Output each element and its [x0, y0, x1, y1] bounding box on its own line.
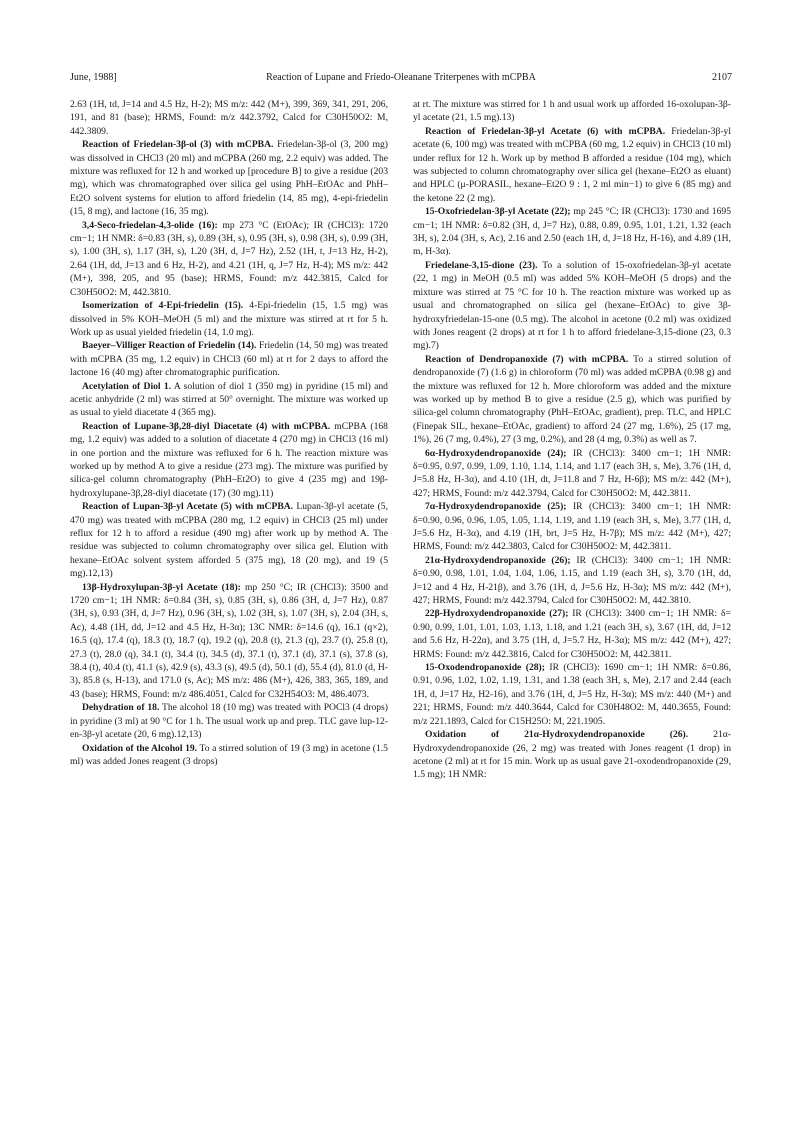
paragraph	[70, 380, 388, 420]
paragraph-text: at rt. The mixture was stirred for 1 h and usual work up afforded 16-oxolupan-3β-yl acetate (21, 1.5 mg).13)	[413, 99, 731, 124]
paragraph	[70, 420, 388, 500]
paragraph-text: 21α-Hydroxydendropanoxide (26, 2 mg) was treated with Jones reagent (1 drop) in acetone (2 ml) at rt for 15 min. Work up as usual gave 21-oxodendropanoxide (29, 1.5 mg); 1H NMR:	[413, 729, 731, 781]
paragraph-heading: Reaction of Friedelan-3β-yl Acetate (6) with mCPBA.	[425, 125, 666, 137]
paragraph	[413, 98, 731, 125]
paragraph-heading: Reaction of Dendropanoxide (7) with mCPBA.	[425, 353, 629, 365]
paragraph-heading: 13β-Hydroxylupan-3β-yl Acetate (18):	[82, 581, 241, 593]
paragraph-text: 4-Epi-friedelin (15, 1.5 mg) was dissolved in 5% KOH–MeOH (5 ml) and the mixture was stirred at rt for 5 h. Work up as usual yielded friedelin (14, 1.0 mg).	[70, 300, 388, 338]
paragraph	[413, 205, 731, 259]
paragraph-heading: 15-Oxodendropanoxide (28);	[425, 662, 545, 674]
journal-date: June, 1988]	[70, 72, 117, 83]
paragraph	[70, 701, 388, 741]
paragraph	[413, 607, 731, 661]
paragraph-heading: 15-Oxofriedelan-3β-yl Acetate (22);	[425, 206, 571, 218]
paragraph-text: mp 273 °C (EtOAc); IR (CHCl3): 1720 cm−1; 1H NMR: δ=0.83 (3H, s), 0.89 (3H, s), 0.95 (3H, s), 0.98 (3H, s), 0.99 (3H, s), 1.00 (3H, s), 1.17 (3H, s), 1.20 (3H, d, J=7 Hz), 2.52 (1H, t, J=13 Hz, H-2), 2.64 (1H, dd, J=13 and 6 Hz, H-2), and 4.21 (1H, q, J=7 Hz, H-4); MS m/z: 442 (M+), 398, 205, and 95 (base); HRMS, Found: m/z 442.3815, Calcd for C30H50O2: M, 442.3810.	[70, 219, 389, 298]
paragraph-text: The alcohol 18 (10 mg) was treated with POCl3 (4 drops) in pyridine (3 ml) at 90 °C for 1 h. The usual work up and prep. TLC gave lup-12-en-3β-yl acetate (20, 6 mg).12,13)	[70, 702, 388, 741]
paragraph	[413, 125, 731, 205]
paragraph-text: Friedelan-3β-yl acetate (6, 100 mg) was treated with mCPBA (60 mg, 1.2 equiv) in CHCl3 (10 ml) under reflux for 12 h. Work up by method B afforded a residue (104 mg), which was subjected to column chromatography over silica gel (hexane–Et2O as eluant) and HPLC (μ-PORASIL, hexane–Et2O 9 : 1, 2 ml min−1) to give 6 (85 mg) and the ketone 22 (2 mg).	[413, 125, 731, 204]
paragraph-heading: 7α-Hydroxydendropanoxide (25);	[425, 501, 567, 513]
page-header	[70, 72, 732, 88]
paragraph	[70, 500, 388, 580]
paragraph-heading: Friedelane-3,15-dione (23).	[425, 259, 538, 271]
page-number: 2107	[712, 72, 732, 83]
running-title: Reaction of Lupane and Friedo-Oleanane Triterpenes with mCPBA	[266, 72, 536, 83]
paragraph	[70, 339, 388, 379]
paragraph-text: mp 245 °C; IR (CHCl3): 1730 and 1695 cm−1; 1H NMR: δ=0.82 (3H, d, J=7 Hz), 0.88, 0.89, 0.95, 1.01, 1.21, 1.32 (each 3H, s), 2.04 (3H, s, Ac), 2.16 and 2.50 (each 1H, d, J=18 Hz, H-16), and 4.89 (1H, m, H-3α).	[413, 206, 731, 258]
paragraph-heading: 21α-Hydroxydendropanoxide (26);	[425, 554, 571, 566]
paragraph-text: To a stirred solution of 19 (3 mg) in acetone (1.5 ml) was added Jones reagent (3 drops)	[70, 742, 388, 767]
paragraph	[70, 742, 388, 769]
paragraph	[413, 554, 731, 608]
paragraph-text: Friedelin (14, 50 mg) was treated with mCPBA (35 mg, 1.2 equiv) in CHCl3 (60 ml) at rt for 2 days to afford the lactone 16 (40 mg) after chromatographic purification.	[70, 340, 388, 379]
paragraph	[70, 219, 388, 299]
paragraph-text: To a stirred solution of dendropanoxide (7) (1.6 g) in chloroform (70 ml) was added mCPBA (0.98 g) and the mixture was refluxed for 12 h. More chloroform was added and the mixture was worked up by method B to give a residue (2.5 g), which was purified by silica-gel column chromatography (PhH–EtOAc, gradient), prep. TLC, and HPLC (Finepak SIL, hexane–EtOAc, gradient) to afford 24 (27 mg, 1.6%), 25 (17 mg, 1%), 26 (7 mg, 0.4%), 27 (3 mg, 0.2%), and 28 (4 mg, 0.3%) as well as 7.	[413, 353, 731, 446]
paragraph-text: mCPBA (168 mg, 1.2 equiv) was added to a solution of diacetate 4 (270 mg) in CHCl3 (16 ml) in one portion and the mixture was refluxed for 6 h. The reaction mixture was worked up by method A to give a residue (273 mg). The mixture was purified by silica-gel column chromatography (PhH–Et2O) to give 4 (235 mg) and 19β-hydroxylupane-3β,28-diyl diacetate (17) (30 mg).11)	[70, 420, 388, 499]
paragraph-text: Lupan-3β-yl acetate (5, 470 mg) was treated with mCPBA (280 mg, 1.2 equiv) in CHCl3 (25 ml) under reflux for 12 h to afford a residue (490 mg) after work up by method A. The residue was subjected to column chromatography over silica gel. Elution with hexane–EtOAc solvent system afforded 5 (375 mg), 18 (20 mg), and 19 (5 mg).12,13)	[70, 501, 388, 580]
left-column	[70, 98, 388, 768]
paragraph	[70, 138, 388, 218]
paragraph-heading: Isomerization of 4-Epi-friedelin (15).	[82, 300, 244, 312]
paragraph-text: IR (CHCl3): 3400 cm−1; 1H NMR: δ=0.90, 0.98, 1.01, 1.04, 1.04, 1.06, 1.15, and 1.19 (each 3H, s), 3.70 (1H, dd, J=12 and 4 Hz, H-21β), and 3.76 (1H, d, J=5.6 Hz, H-3α); MS m/z: 442 (M+), 427; HRMS, Found: m/z 442.3794, Calcd for C30H50O2: M, 442.3810.	[413, 554, 732, 607]
paragraph	[413, 500, 731, 554]
paragraph-text: mp 250 °C; IR (CHCl3): 3500 and 1720 cm−1; 1H NMR: δ=0.84 (3H, s), 0.85 (3H, s), 0.86 (3H, d, J=7 Hz), 0.87 (3H, s), 0.93 (3H, d, J=7 Hz), 0.96 (3H, s), 1.02 (3H, s), 1.07 (3H, s), 2.04 (3H, s, Ac), 4.48 (1H, dd, J=12 and 4.5 Hz, H-3α); 13C NMR: δ=14.6 (q), 16.1 (q×2), 16.5 (q), 17.4 (q), 18.3 (t), 18.7 (q), 19.2 (q), 20.8 (t), 21.3 (q), 23.7 (t), 25.8 (t), 27.3 (t), 28.0 (q), 34.1 (t), 34.4 (t), 34.5 (d), 37.1 (t), 37.1 (d), 37.1 (s), 37.8 (s), 38.4 (t), 40.4 (t), 41.1 (s), 42.9 (s), 43.3 (s), 49.5 (d), 50.1 (d), 55.4 (d), 81.0 (d, H-3), 85.8 (s, H-13), and 171.0 (s, Ac); MS m/z: 486 (M+), 426, 383, 365, 189, and 43 (base); HRMS, Found: m/z 486.4051, Calcd for C32H54O3: M, 486.4073.	[70, 581, 389, 700]
paragraph-text: IR (CHCl3): 3400 cm−1; 1H NMR: δ=0.95, 0.97, 0.99, 1.09, 1.10, 1.14, 1.14, and 1.17 (each 3H, s, Me), 3.76 (1H, d, J=5.8 Hz, H-3α), and 4.10 (1H, dt, J=11.8 and 7 Hz, H-6β); MS m/z: 442 (M+), 427; HRMS, Found: m/z 442.3794, Calcd for C30H50O2: M, 442.3811.	[413, 447, 731, 499]
paragraph-text: IR (CHCl3): 3400 cm−1; 1H NMR: δ= 0.90, 0.99, 1.01, 1.01, 1.03, 1.13, 1.18, and 1.21 (each 3H, s), 3.67 (1H, dd, J=12 and 5.6 Hz, H-22α), and 3.75 (1H, d, J=5.7 Hz, H-3α); MS m/z: 442 (M+), 427; HRMS: Found: m/z 442.3816, Calcd for C30H50O2: M, 442.3811.	[413, 608, 731, 660]
paragraph-text: A solution of diol 1 (350 mg) in pyridine (15 ml) and acetic anhydride (2 ml) was stirred at 50° overnight. The mixture was worked up as usual to yield diacetate 4 (365 mg).	[70, 380, 388, 419]
paragraph-heading: 22β-Hydroxydendropanoxide (27);	[425, 608, 569, 620]
paragraph-text: To a solution of 15-oxofriedelan-3β-yl acetate (22, 1 mg) in MeOH (0.5 ml) was added 5% KOH–MeOH (5 drops) and the mixture was stirred at 75 °C for 10 h. The reaction mixture was worked up as usual and chromatographed on silica gel (hexane–EtOAc) to give 3β-hydroxyfriedelan-15-one (0.5 mg). The alcohol in acetone (0.2 ml) was oxidized with Jones reagent (2 drops) at rt for 1 h to afford friedelane-3,15-dione (23, 0.3 mg).7)	[413, 259, 731, 352]
paragraph-heading: Reaction of Lupane-3β,28-diyl Diacetate (4) with mCPBA.	[82, 420, 331, 432]
paragraph-heading: Reaction of Friedelan-3β-ol (3) with mCPBA.	[82, 139, 274, 151]
paragraph-heading: Oxidation of the Alcohol 19.	[82, 742, 198, 754]
paragraph-heading: 3,4-Seco-friedelan-4,3-olide (16):	[82, 219, 218, 231]
paragraph	[413, 728, 731, 782]
paragraph	[413, 661, 731, 728]
paragraph	[413, 353, 731, 447]
paragraph-text: 2.63 (1H, td, J=14 and 4.5 Hz, H-2); MS m/z: 442 (M+), 399, 369, 341, 291, 206, 191, and 81 (base); HRMS, Found: m/z 442.3792, Calcd for C30H50O2: M, 442.3809.	[70, 99, 388, 137]
right-column	[413, 98, 731, 782]
paragraph-heading: Dehydration of 18.	[82, 702, 160, 714]
paragraph-text: IR (CHCl3): 1690 cm−1; 1H NMR: δ=0.86, 0.91, 0.96, 1.02, 1.02, 1.19, 1.31, and 1.38 (each 3H, s, Me), 2.17 and 2.44 (each 1H, d, J=17 Hz, H2-16), and 3.76 (1H, d, J=5 Hz, H-3α); MS m/z: 440 (M+) and 221; HRMS, Found: m/z 440.3644, Calcd for C30H48O2: M, 440.3655, Found: m/z 221.1893, Calcd for C15H25O: M, 221.1905.	[413, 662, 731, 727]
paragraph-heading: Oxidation of 21α-Hydroxydendropanoxide (26).	[425, 729, 689, 741]
paragraph	[70, 98, 388, 138]
paragraph-text: Friedelan-3β-ol (3, 200 mg) was dissolved in CHCl3 (20 ml) and mCPBA (260 mg, 2.2 equiv) was added. The mixture was refluxed for 12 h and worked up [procedure B] to give a residue (203 mg), which was chromatographed over silica gel using PhH–EtOAc and PhH–Et2O solvent systems for elution to afford friedelin (14, 85 mg), 4-epi-friedelin (15, 8 mg), and lactone (16, 35 mg).	[70, 139, 388, 218]
paragraph	[413, 447, 731, 501]
paragraph	[413, 259, 731, 353]
paragraph-heading: Acetylation of Diol 1.	[82, 380, 172, 392]
paragraph-text: IR (CHCl3): 3400 cm−1; 1H NMR: δ=0.90, 0.96, 0.96, 1.05, 1.05, 1.14, 1.19, and 1.19 (each 3H, s, Me), 3.77 (1H, d, J=5.6 Hz, H-3α), and 4.19 (1H, brt, J=5 Hz, H-7β); MS m/z: 442 (M+), 427; HRMS, Found: m/z 442.3803, Calcd for C30H50O2: M, 442.3811.	[413, 501, 731, 553]
paragraph	[70, 299, 388, 339]
paragraph	[70, 581, 388, 702]
paragraph-heading: Baeyer–Villiger Reaction of Friedelin (14).	[82, 340, 257, 352]
paragraph-heading: Reaction of Lupan-3β-yl Acetate (5) with mCPBA.	[82, 501, 294, 513]
paragraph-heading: 6α-Hydroxydendropanoxide (24);	[425, 447, 567, 459]
